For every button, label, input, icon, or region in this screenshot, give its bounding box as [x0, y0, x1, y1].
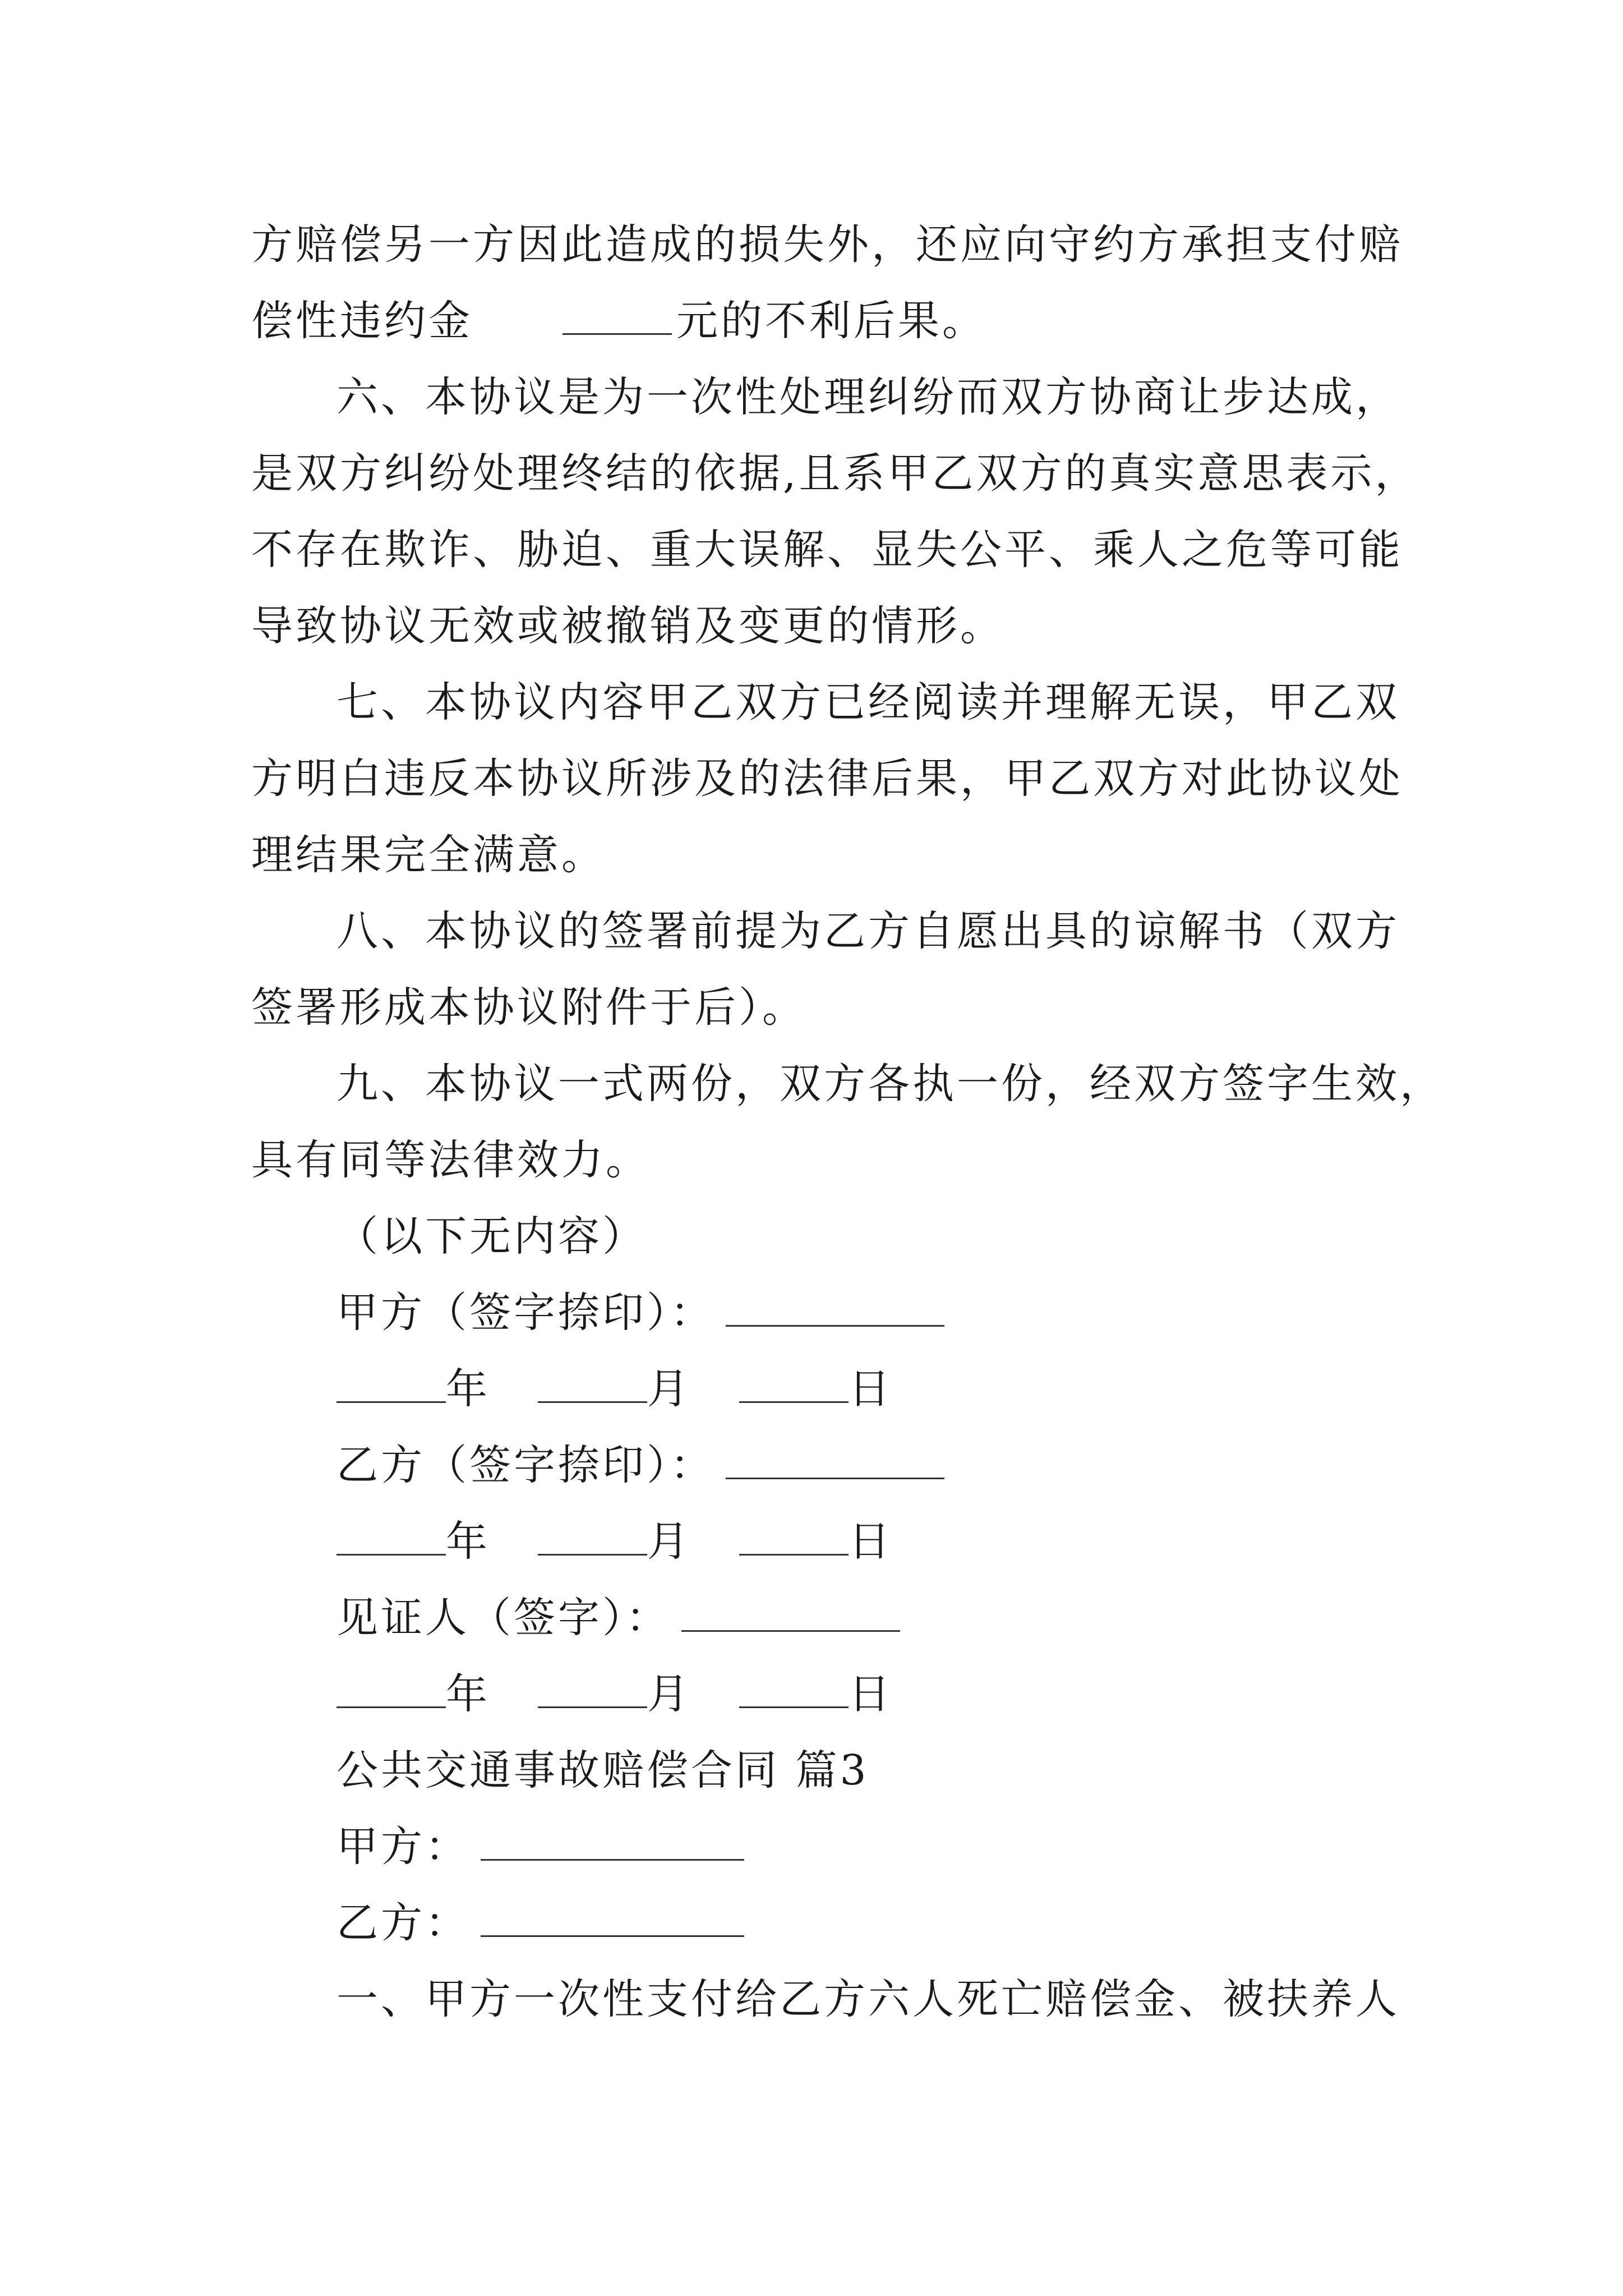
year-blank[interactable] — [336, 1519, 446, 1556]
party-a-signature-row — [336, 1279, 1475, 1346]
section-title: 公共交通事故赔偿合同 篇3 — [336, 1746, 869, 1795]
day-label: 日 — [849, 1517, 893, 1566]
year-label: 年 — [446, 1517, 490, 1566]
paragraph-line — [251, 287, 1390, 355]
month-blank[interactable] — [538, 1519, 647, 1556]
paragraph-line: 理结果完全满意。 — [251, 831, 606, 879]
penalty-amount-blank[interactable] — [562, 298, 672, 335]
month-label: 月 — [647, 1670, 691, 1718]
paragraph-line: 导致协议无效或被撤销及变更的情形。 — [251, 602, 1004, 650]
party-b-blank[interactable] — [481, 1901, 744, 1937]
day-blank[interactable] — [739, 1366, 849, 1403]
year-label: 年 — [446, 1365, 490, 1413]
paragraph-line: 八、本协议的签署前提为乙方自愿出具的谅解书（双方 — [336, 907, 1400, 955]
paragraph-line: 九、本协议一式两份，双方各执一份，经双方签字生效， — [336, 1060, 1444, 1108]
year-label: 年 — [446, 1670, 490, 1718]
witness-signature-label: 见证人（签字）： — [336, 1594, 670, 1642]
party-b-signature-row — [336, 1432, 1475, 1499]
month-blank[interactable] — [538, 1672, 647, 1708]
paragraph-line: 方赔偿另一方因此造成的损失外，还应向守约方承担支付赔 — [251, 220, 1403, 269]
witness-date-row — [336, 1660, 1475, 1728]
clause-one-line: 一、甲方一次性支付给乙方六人死亡赔偿金、被扶养人 — [336, 1975, 1400, 2023]
party-a-blank[interactable] — [481, 1824, 744, 1861]
party-a-date-row — [336, 1355, 1475, 1423]
paragraph-line: 方明白违反本协议所涉及的法律后果，甲乙双方对此协议处 — [251, 754, 1403, 803]
witness-signature-blank[interactable] — [681, 1595, 900, 1632]
year-blank[interactable] — [336, 1366, 446, 1403]
party-a-row — [336, 1813, 1475, 1880]
party-b-row — [336, 1889, 1475, 1957]
party-a-signature-blank[interactable] — [726, 1290, 944, 1327]
paragraph-line: 是双方纠纷处理终结的依据,且系甲乙双方的真实意思表示， — [251, 449, 1419, 498]
paragraph-line: 不存在欺诈、胁迫、重大误解、显失公平、乘人之危等可能 — [251, 526, 1403, 574]
month-blank[interactable] — [538, 1366, 647, 1403]
day-label: 日 — [849, 1365, 893, 1413]
party-a-signature-label: 甲方（签字捺印）： — [336, 1289, 714, 1337]
month-label: 月 — [647, 1365, 691, 1413]
party-b-date-row — [336, 1508, 1475, 1575]
day-blank[interactable] — [739, 1519, 849, 1556]
penalty-label: 偿性违约金 — [251, 297, 473, 345]
paragraph-line: 签署形成本协议附件于后）。 — [251, 983, 806, 1032]
day-label: 日 — [849, 1670, 893, 1718]
witness-signature-row — [336, 1584, 1475, 1651]
month-label: 月 — [647, 1517, 691, 1566]
party-b-label: 乙方： — [336, 1899, 469, 1947]
paragraph-line: 六、本协议是为一次性处理纠纷而双方协商让步达成， — [336, 373, 1400, 421]
paragraph-line: 具有同等法律效力。 — [251, 1136, 650, 1184]
year-blank[interactable] — [336, 1672, 446, 1708]
paragraph-line: 七、本协议内容甲乙双方已经阅读并理解无误，甲乙双 — [336, 678, 1400, 726]
no-more-content-note: （以下无内容） — [336, 1212, 647, 1260]
party-a-label: 甲方： — [336, 1823, 469, 1871]
penalty-tail: 元的不利后果。 — [676, 297, 986, 345]
party-b-signature-blank[interactable] — [726, 1443, 944, 1479]
party-b-signature-label: 乙方（签字捺印）： — [336, 1441, 714, 1489]
day-blank[interactable] — [739, 1672, 849, 1708]
